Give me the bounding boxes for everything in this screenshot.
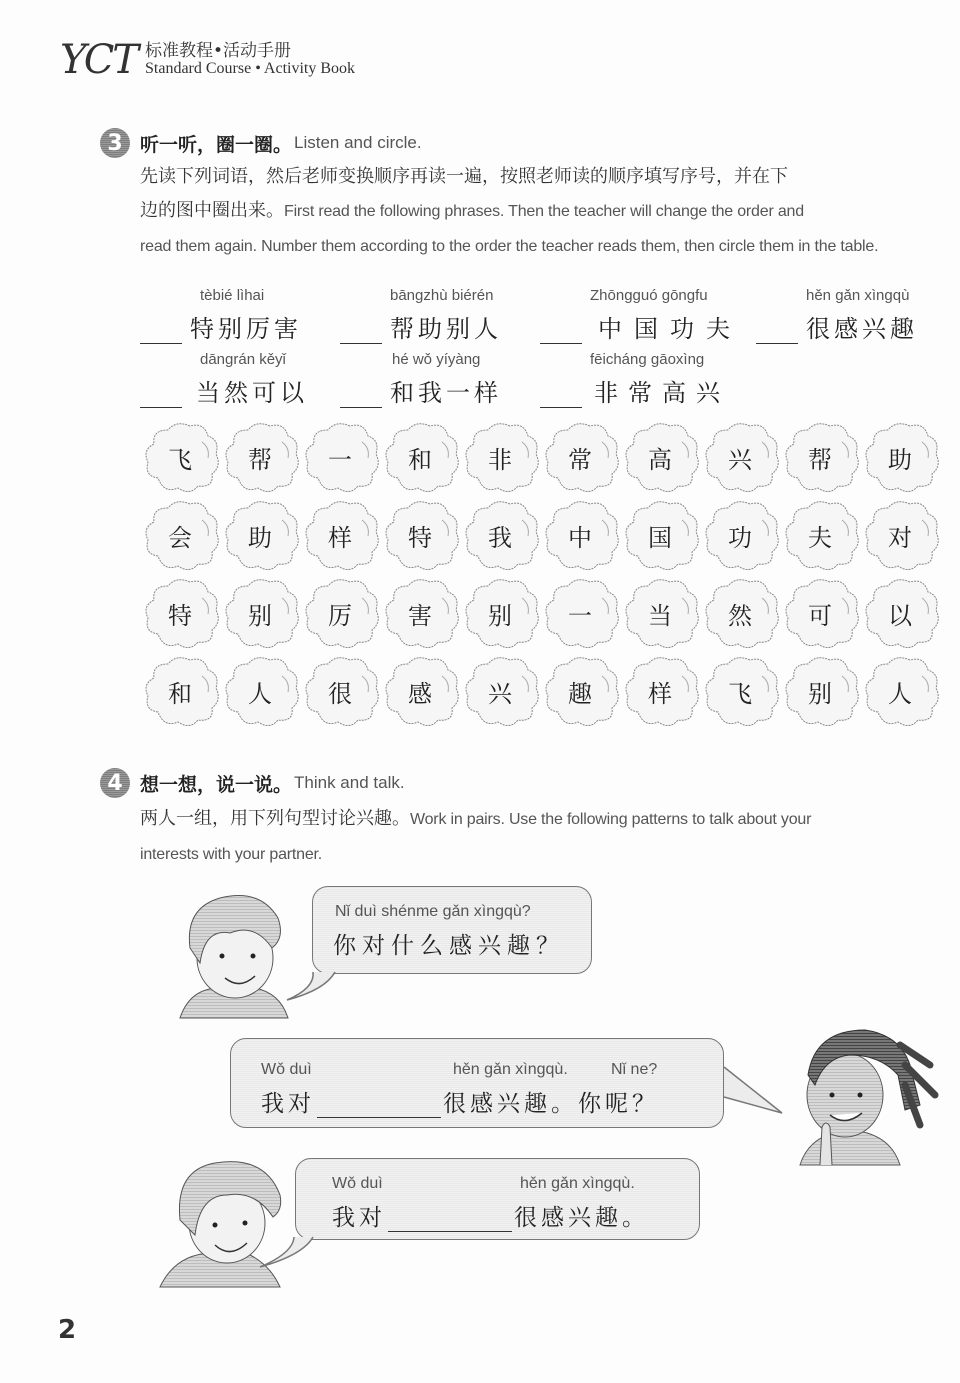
cloud-character: 常 [568, 445, 592, 474]
instruction-en-cont: interests with your partner. [140, 846, 323, 863]
phrase-hanzi: 和我一样 [390, 379, 502, 407]
character-cloud[interactable] [540, 574, 620, 652]
character-cloud[interactable] [540, 496, 620, 574]
bubble-pinyin-a: Wǒ duì [261, 1061, 312, 1078]
instruction-cn-cont: 边的图中圈出来。 [140, 200, 284, 221]
yct-logo: YCT [60, 37, 137, 83]
character-cloud[interactable] [380, 418, 460, 496]
cloud-character: 非 [488, 445, 512, 474]
instruction-cn: 两人一组，用下列句型讨论兴趣。 [140, 808, 410, 829]
character-cloud[interactable] [620, 496, 700, 574]
cloud-character: 一 [328, 445, 352, 474]
phrase-hanzi: 中国功夫 [598, 315, 742, 343]
cloud-character: 国 [648, 523, 672, 552]
character-cloud[interactable] [140, 418, 220, 496]
cloud-character: 以 [888, 601, 912, 630]
cloud-character: 帮 [248, 445, 272, 474]
cloud-character: 高 [648, 445, 672, 474]
character-cloud[interactable] [300, 496, 380, 574]
character-cloud[interactable] [460, 418, 540, 496]
character-cloud[interactable] [860, 574, 940, 652]
cloud-row [140, 652, 940, 730]
cloud-character: 兴 [728, 445, 752, 474]
exercise-title-cn: 想一想，说一说。 [140, 773, 293, 796]
exercise-title-en: Think and talk. [294, 773, 405, 792]
cloud-character: 帮 [808, 445, 832, 474]
character-cloud[interactable] [300, 652, 380, 730]
cloud-character: 别 [808, 679, 832, 708]
character-cloud-grid [140, 418, 940, 730]
bubble-pinyin: Nǐ duì shénme gǎn xìngqù? [335, 903, 531, 920]
phrase-hanzi: 特别厉害 [190, 315, 302, 343]
character-cloud[interactable] [140, 496, 220, 574]
speech-bubble-tail [258, 1225, 328, 1270]
exercise-3-instructions [140, 160, 940, 264]
cloud-character: 趣 [568, 679, 592, 708]
phrase-pinyin: hěn gǎn xìngqù [806, 287, 910, 304]
speech-bubble-question [312, 886, 592, 974]
exercise-title-en: Listen and circle. [294, 133, 422, 152]
character-cloud[interactable] [620, 574, 700, 652]
character-cloud[interactable] [300, 418, 380, 496]
girl-illustration [770, 1015, 940, 1175]
book-title [145, 40, 356, 78]
instruction-cn: 先读下列词语，然后老师变换顺序再读一遍，按照老师读的顺序填写序号，并在下 [140, 166, 788, 187]
book-title-cn: 标准教程•活动手册 [145, 40, 292, 61]
bubble-hanzi [261, 1085, 659, 1118]
character-cloud[interactable] [220, 418, 300, 496]
bubble-hanzi-a: 我对 [332, 1205, 386, 1231]
cloud-character: 飞 [168, 445, 192, 474]
exercise-number-badge: 4 [100, 768, 130, 798]
character-cloud[interactable] [460, 574, 540, 652]
phrase-item [340, 280, 540, 344]
phrase-hanzi: 帮助别人 [390, 315, 502, 343]
cloud-character: 别 [488, 601, 512, 630]
bubble-pinyin-b: hěn gǎn xìngqù. [520, 1175, 635, 1192]
character-cloud[interactable] [620, 652, 700, 730]
phrase-item [540, 344, 756, 408]
cloud-row [140, 418, 940, 496]
phrase-item [540, 280, 756, 344]
cloud-character: 中 [568, 523, 592, 552]
order-number-blank[interactable] [340, 352, 382, 408]
character-cloud[interactable] [860, 652, 940, 730]
order-number-blank[interactable] [540, 288, 582, 344]
cloud-character: 会 [168, 523, 192, 552]
character-cloud[interactable] [220, 496, 300, 574]
cloud-character: 和 [408, 445, 432, 474]
bubble-hanzi-b: 很感兴趣。 [443, 1091, 578, 1117]
instruction-en: Work in pairs. Use the following patterns to talk about your [410, 811, 812, 828]
interest-blank[interactable] [317, 1096, 441, 1118]
character-cloud[interactable] [700, 418, 780, 496]
character-cloud[interactable] [700, 652, 780, 730]
cloud-character: 然 [728, 601, 752, 630]
phrase-item [756, 280, 940, 344]
cloud-character: 夫 [808, 523, 832, 552]
phrase-pinyin: fēicháng gāoxìng [590, 351, 705, 368]
character-cloud[interactable] [780, 418, 860, 496]
page-number: 2 [58, 1315, 77, 1345]
character-cloud[interactable] [860, 418, 940, 496]
character-cloud[interactable] [380, 652, 460, 730]
cloud-character: 感 [408, 679, 432, 708]
book-header [60, 38, 355, 82]
character-cloud[interactable] [220, 574, 300, 652]
phrase-item [140, 344, 340, 408]
bubble-hanzi-b: 很感兴趣。 [514, 1205, 649, 1231]
interest-blank[interactable] [388, 1210, 512, 1232]
phrase-list [140, 280, 940, 408]
bubble-pinyin-c: Nǐ ne? [611, 1061, 658, 1078]
order-number-blank[interactable] [140, 288, 182, 344]
phrase-hanzi: 很感兴趣 [806, 315, 918, 343]
character-cloud[interactable] [460, 652, 540, 730]
character-cloud[interactable] [540, 652, 620, 730]
character-cloud[interactable] [140, 574, 220, 652]
cloud-character: 很 [328, 679, 352, 708]
cloud-row [140, 574, 940, 652]
speech-bubble-answer [295, 1158, 700, 1240]
cloud-character: 当 [648, 601, 672, 630]
cloud-character: 助 [888, 445, 912, 474]
character-cloud[interactable] [780, 652, 860, 730]
character-cloud[interactable] [620, 418, 700, 496]
cloud-character: 厉 [328, 601, 352, 630]
order-number-blank[interactable] [340, 288, 382, 344]
cloud-character: 样 [328, 523, 352, 552]
character-cloud[interactable] [860, 496, 940, 574]
exercise-4-title [100, 768, 405, 798]
bubble-pinyin-a: Wǒ duì [332, 1175, 383, 1192]
character-cloud[interactable] [380, 574, 460, 652]
exercise-title-cn: 听一听，圈一圈。 [140, 133, 293, 156]
bubble-hanzi [332, 1199, 649, 1232]
phrase-pinyin: bāngzhù biérén [390, 287, 494, 304]
cloud-character: 可 [808, 601, 832, 630]
character-cloud[interactable] [220, 652, 300, 730]
cloud-character: 飞 [728, 679, 752, 708]
phrase-pinyin: hé wǒ yíyàng [392, 351, 481, 368]
bubble-hanzi-c: 你呢？ [578, 1091, 659, 1117]
character-cloud[interactable] [700, 574, 780, 652]
character-cloud[interactable] [700, 496, 780, 574]
cloud-character: 助 [248, 523, 272, 552]
cloud-character: 别 [248, 601, 272, 630]
speech-bubble-answer-question [230, 1038, 724, 1128]
order-number-blank[interactable] [540, 352, 582, 408]
character-cloud[interactable] [380, 496, 460, 574]
bubble-pinyin-b: hěn gǎn xìngqù. [453, 1061, 568, 1078]
exercise-4-instructions [140, 802, 940, 872]
order-number-blank[interactable] [756, 288, 798, 344]
character-cloud[interactable] [780, 574, 860, 652]
phrase-pinyin: dāngrán kěyǐ [200, 351, 286, 368]
phrase-item [140, 280, 340, 344]
cloud-character: 对 [888, 523, 912, 552]
character-cloud[interactable] [300, 574, 380, 652]
character-cloud[interactable] [460, 496, 540, 574]
speech-bubble-tail [285, 960, 345, 1005]
exercise-3-title [100, 128, 422, 158]
cloud-character: 人 [888, 679, 912, 708]
phrase-hanzi: 当然可以 [196, 379, 308, 407]
cloud-row [140, 496, 940, 574]
instruction-en-cont: read them again. Number them according to the order the teacher reads them, then circle them in the table. [140, 238, 879, 255]
cloud-character: 我 [488, 523, 512, 552]
order-number-blank[interactable] [140, 352, 182, 408]
character-cloud[interactable] [140, 652, 220, 730]
cloud-character: 兴 [488, 679, 512, 708]
cloud-character: 人 [248, 679, 272, 708]
cloud-character: 特 [408, 523, 432, 552]
exercise-number-badge: 3 [100, 128, 130, 158]
character-cloud[interactable] [540, 418, 620, 496]
phrase-hanzi: 非常高兴 [594, 379, 730, 407]
bubble-hanzi-a: 我对 [261, 1091, 315, 1117]
cloud-character: 一 [568, 601, 592, 630]
boy-illustration [160, 888, 300, 1028]
phrase-item [340, 344, 540, 408]
bubble-hanzi: 你对什么感兴趣？ [333, 933, 565, 959]
cloud-character: 样 [648, 679, 672, 708]
cloud-character: 和 [168, 679, 192, 708]
phrase-pinyin: tèbié lìhai [200, 287, 265, 304]
book-title-en: Standard Course • Activity Book [145, 59, 356, 77]
instruction-en: First read the following phrases. Then the teacher will change the order and [284, 203, 804, 220]
cloud-character: 特 [168, 601, 192, 630]
phrase-pinyin: Zhōngguó gōngfu [590, 287, 708, 304]
cloud-character: 功 [728, 523, 752, 552]
character-cloud[interactable] [780, 496, 860, 574]
cloud-character: 害 [408, 601, 432, 630]
